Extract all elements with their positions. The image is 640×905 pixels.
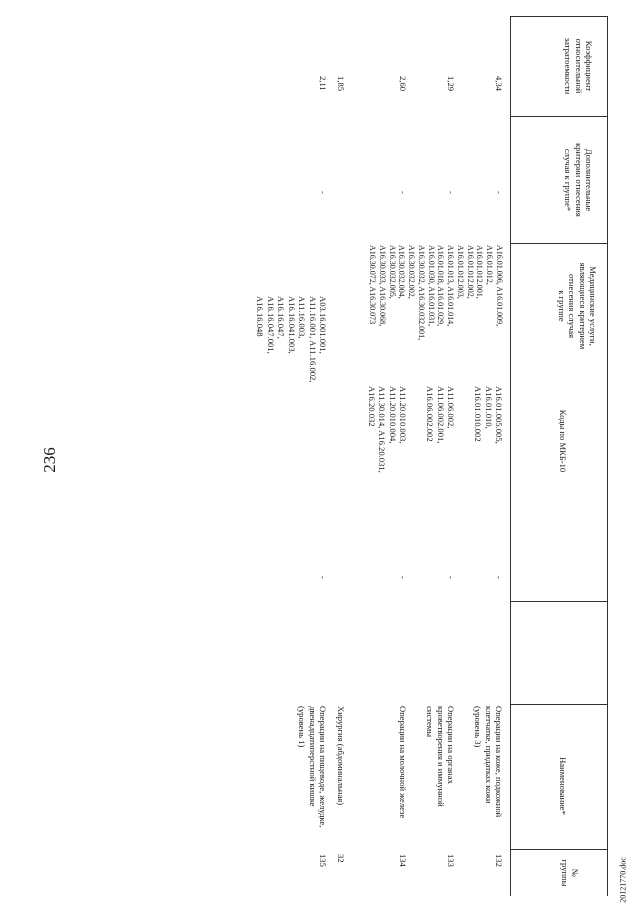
table-left-border xyxy=(510,16,608,17)
table-row-icd10: - xyxy=(318,576,328,579)
header-coefficient: Коэффициент относительной затратоемкости xyxy=(563,37,594,95)
table-row-name: Операции на органах кроветворения и иммунной системы xyxy=(425,706,456,807)
footer-filename: 20121770.doc xyxy=(618,857,628,903)
rotated-table xyxy=(78,16,608,896)
table-row-name: Операции на пищеводе, желудке, двенадцатиперстной кишке (уровень 1) xyxy=(297,706,328,828)
col-divider xyxy=(510,849,608,850)
table-row-icd10: - xyxy=(446,576,456,579)
header-services: Медицинские услуги, являющиеся критерием отнесения случая к группе xyxy=(556,262,598,350)
table-row-icd10: - xyxy=(398,576,408,579)
col-divider xyxy=(510,704,608,705)
table-row-services: A11.06.002, A11.06.002.001, A16.06.002.002 xyxy=(425,386,456,444)
table-row-extra: - xyxy=(318,191,328,194)
table-row-services: A03.16.001.001, A11.16.001, A11.16.002, A11.16.003, A16.16.041.003, A16.16.047, A16.16.047.001, A16.16.048 xyxy=(255,296,328,383)
table-top-border xyxy=(607,16,608,896)
continuation-services: A16.01.006, A16.01.009, A16.01.012, A16.01.012.001, A16.01.012.002, A16.01.012.003, A16.01.013, A16.01.014, A16.01.018, A16.01.029, A16.01.030, A16.01.031, A16.30.032, A16.30.032.001, A16.30.032.002, A16.30.032.004, A16.30.032.005, A16.30.033, A16.30.068, A16.30.072, A16.30.073 xyxy=(368,245,504,341)
col-divider xyxy=(510,116,608,117)
table-row-no: 135 xyxy=(318,854,328,867)
table-row-coef: 2,11 xyxy=(318,76,328,91)
header-name: Наименование* xyxy=(558,757,568,815)
table-row-no: 134 xyxy=(398,854,408,867)
table-row-coef: 2,60 xyxy=(398,76,408,92)
table-row-icd10: - xyxy=(494,576,504,579)
table-row-no: 133 xyxy=(446,854,456,867)
page-number: 236 xyxy=(40,447,59,473)
header-extra-criteria: Дополнительные критерии отнесения случая к группе* xyxy=(563,143,594,217)
col-divider xyxy=(510,601,608,602)
table-row-extra: - xyxy=(446,191,456,194)
table-row-no: 32 xyxy=(336,854,346,863)
table-row-services: A16.01.005.005, A16.01.010, A16.01.010.002 xyxy=(473,386,504,444)
header-icd10: Коды по МКБ-10 xyxy=(558,409,568,473)
table-row-name: Операции на коже, подкожной клетчатке, придатках кожи (уровень 3) xyxy=(473,706,504,818)
table-row-coef: 1,85 xyxy=(336,76,346,92)
table-row-extra: - xyxy=(494,191,504,194)
table-row-coef: 4,34 xyxy=(494,76,504,92)
header-group-no: № группы xyxy=(559,859,580,887)
table-row-name: Операции на молочной железе xyxy=(398,706,408,819)
col-divider xyxy=(510,243,608,244)
table-row-services: A11.20.010.003, A11.20.010.004, A11.30.014, A16.20.031, A16.20.032 xyxy=(366,386,408,473)
table-row-name: Хирургия (абдоминальная) xyxy=(336,706,346,806)
table-row-no: 132 xyxy=(494,854,504,867)
table-row-coef: 1,29 xyxy=(446,76,456,92)
table-header-rule xyxy=(510,16,511,896)
table-row-extra: - xyxy=(398,191,408,194)
